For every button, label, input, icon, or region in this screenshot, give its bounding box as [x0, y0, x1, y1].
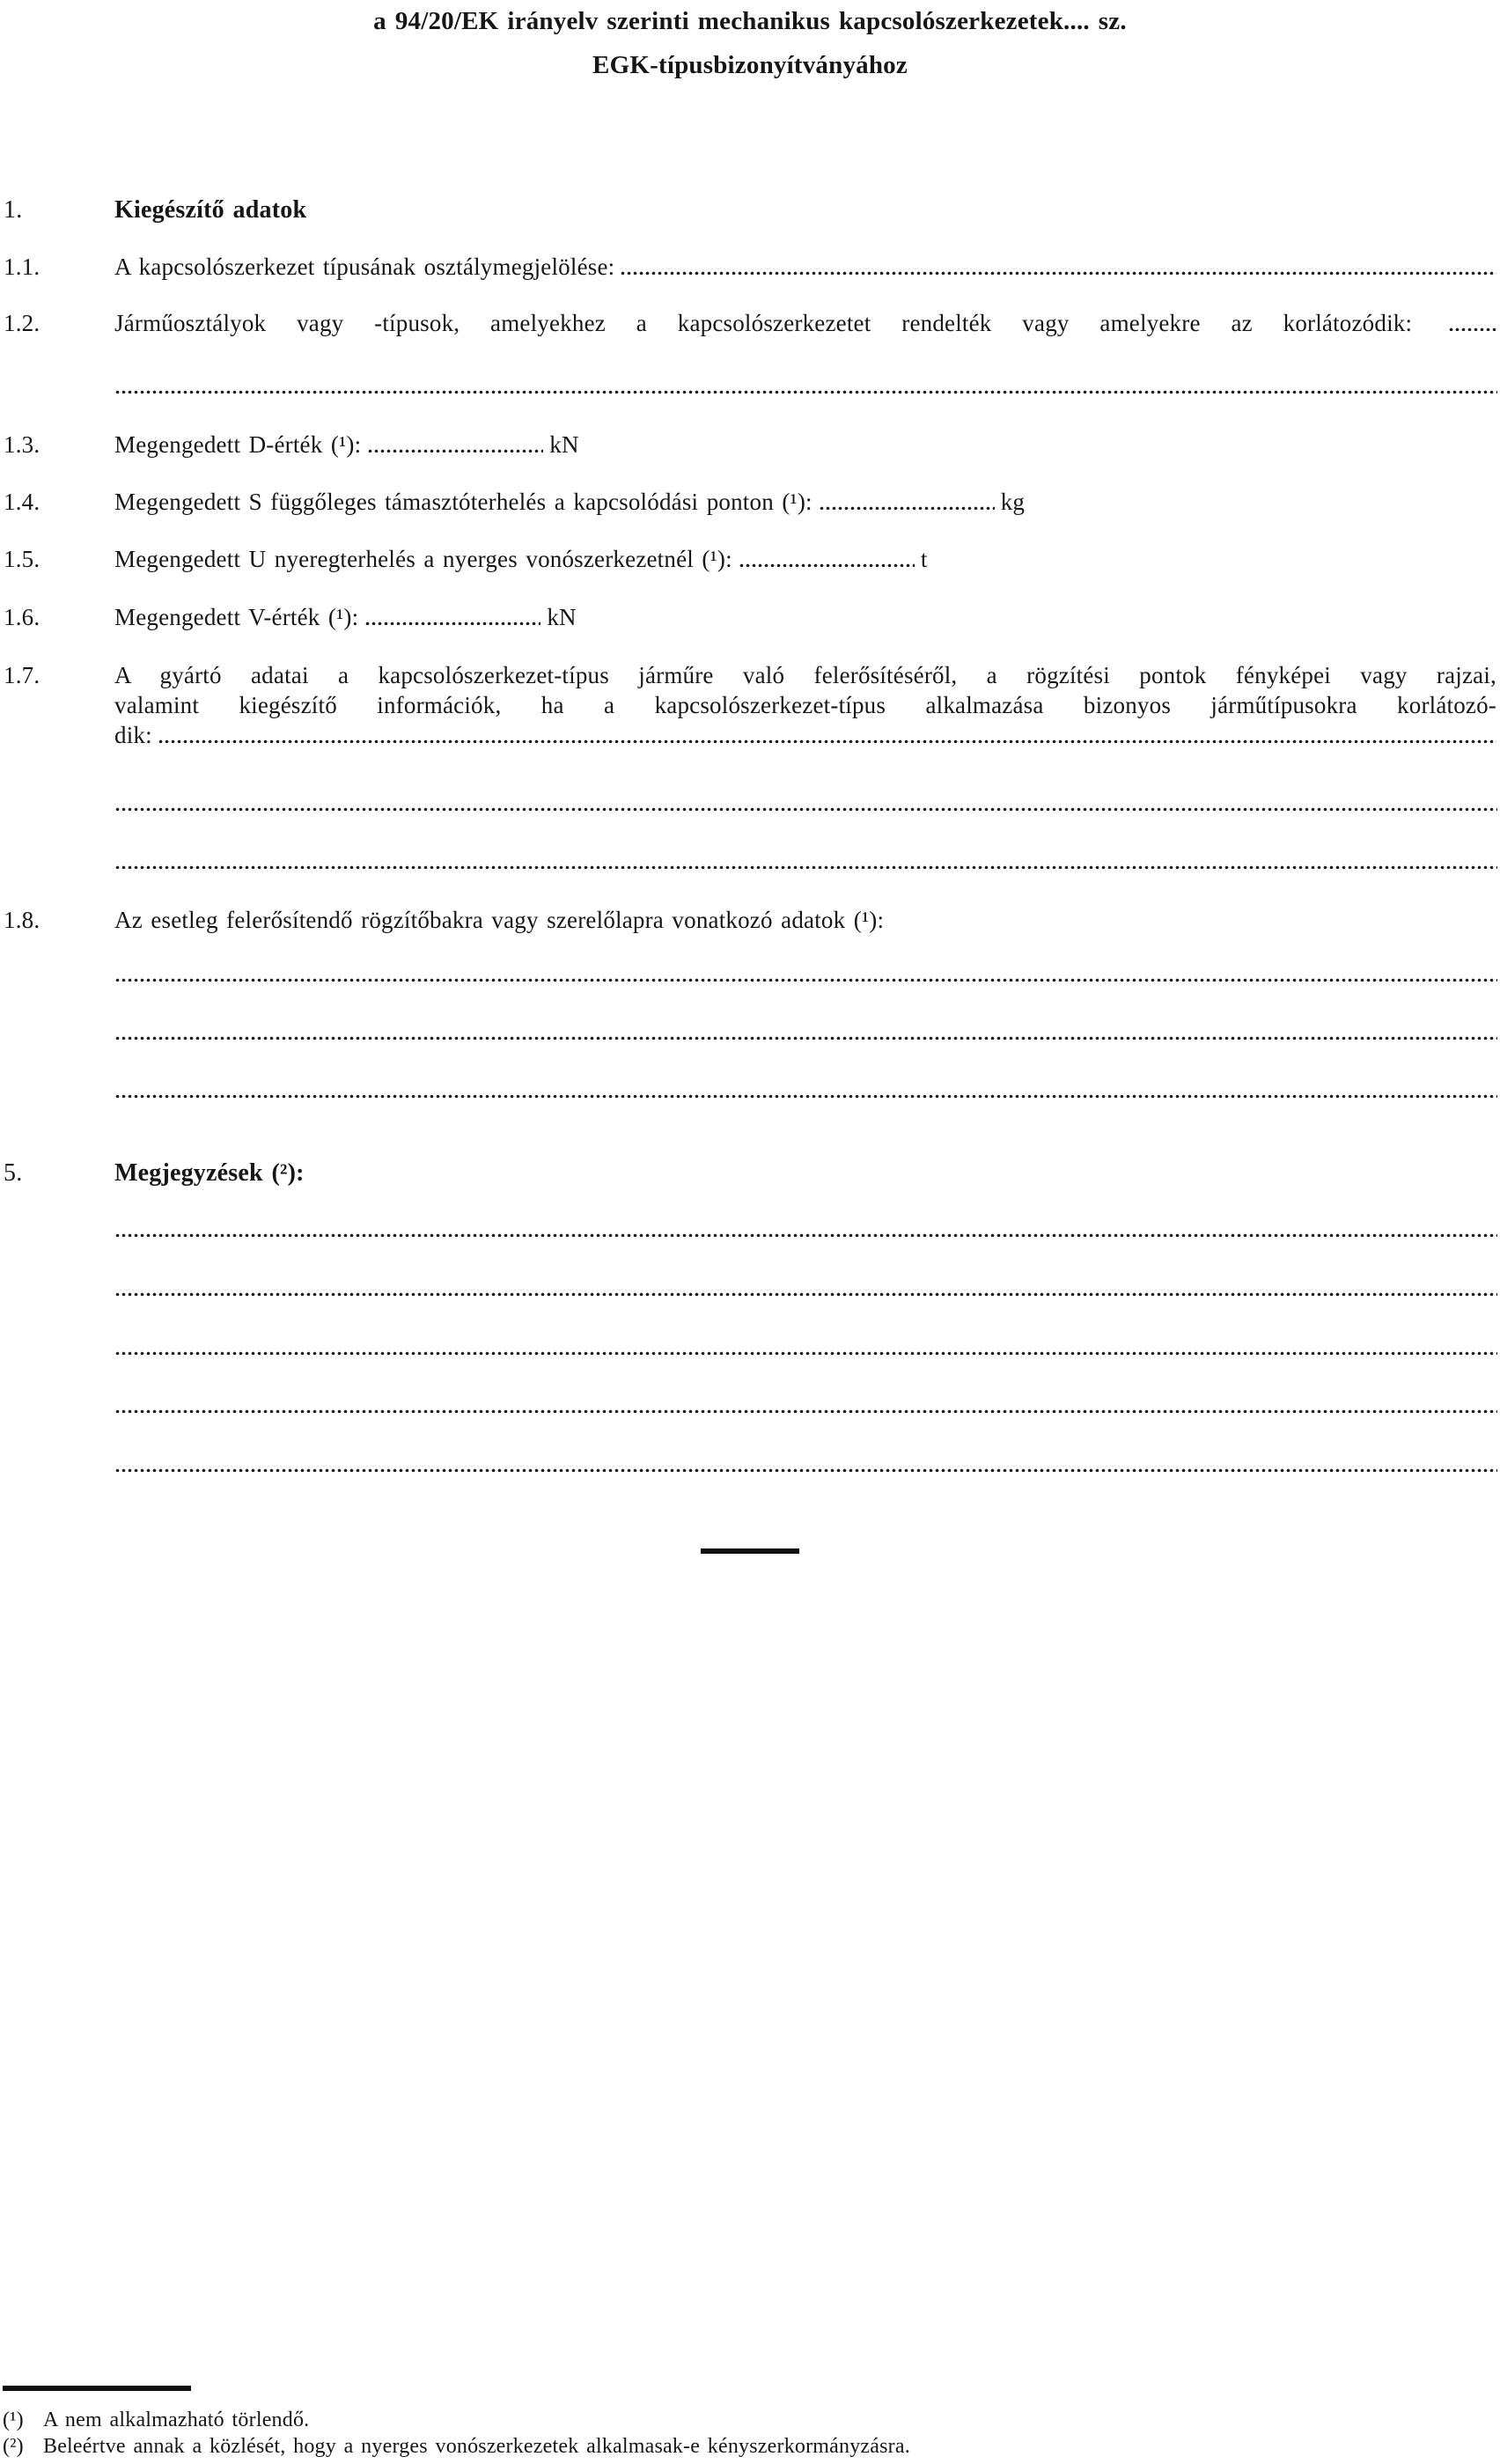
- item-1-3: [0, 430, 1500, 460]
- document-title-line2: EGK-típusbizonyítványához: [592, 51, 908, 79]
- section-1-heading: [0, 195, 1500, 225]
- item-1-6-unit: kN: [547, 604, 577, 630]
- item-1-5-label: Megengedett U nyeregterhelés a nyerges vonószerkezetnél (¹):: [114, 546, 732, 572]
- item-1-7-text-line2: valamint kiegészítő információk, ha a kapcsolószerkezet-típus alkalmazása bizonyos járműtípusokra korlátozó-: [114, 692, 1496, 718]
- item-1-5-unit: t: [920, 546, 928, 572]
- blank-line: [114, 1350, 1497, 1355]
- item-1-4-number: 1.4.: [4, 489, 40, 515]
- item-1-1-number: 1.1.: [4, 254, 40, 280]
- item-1-2-blank-field: [1448, 327, 1496, 331]
- blank-line: [114, 1232, 1497, 1237]
- blank-line: [114, 1093, 1497, 1098]
- section-5-number: 5.: [4, 1159, 23, 1187]
- item-1-3-blank-field: [367, 448, 543, 452]
- item-1-8-label: Az esetleg felerősítendő rögzítőbakra vagy szerelőlapra vonatkozó adatok (¹):: [114, 907, 885, 933]
- item-1-2-label: Járműosztályok vagy -típusok, amelyekhez a kapcsolószerkezetet rendelték vagy amelyekre az korlátozódik:: [114, 310, 1413, 336]
- blank-line: [114, 806, 1497, 811]
- item-1-1-label: A kapcsolószerkezet típusának osztálymegjelölése:: [114, 254, 615, 280]
- section-5-title: Megjegyzések (²):: [114, 1159, 305, 1187]
- end-of-text-rule: [701, 1548, 799, 1554]
- footnote-1-text: A nem alkalmazható törlendő.: [43, 2409, 310, 2431]
- footnote-2: [0, 2433, 1500, 2460]
- item-1-1: [0, 252, 1500, 282]
- document-title-line1: a 94/20/EK irányelv szerinti mechanikus kapcsolószerkezetek.... sz.: [373, 7, 1127, 35]
- item-1-2: [0, 308, 1500, 338]
- item-1-5: [0, 544, 1500, 574]
- item-1-2-number: 1.2.: [4, 310, 40, 336]
- footnote-2-marker: (²): [3, 2435, 24, 2458]
- blank-line: [114, 1467, 1497, 1472]
- item-1-6-blank-field: [364, 621, 540, 625]
- footnote-separator-rule: [3, 2386, 191, 2391]
- item-1-4: [0, 487, 1500, 517]
- item-1-8-number: 1.8.: [4, 907, 40, 933]
- item-1-7-text-line3: dik:: [114, 722, 152, 748]
- item-1-4-unit: kg: [1000, 489, 1026, 515]
- blank-line: [114, 1409, 1497, 1413]
- item-1-6: [0, 602, 1500, 632]
- footnote-1-marker: (¹): [3, 2409, 24, 2431]
- blank-line: [114, 389, 1497, 394]
- item-1-4-label: Megengedett S függőleges támasztóterhelés a kapcsolódási ponton (¹):: [114, 489, 812, 515]
- item-1-3-number: 1.3.: [4, 431, 40, 458]
- section-5-heading: [0, 1158, 1500, 1188]
- item-1-5-blank-field: [739, 563, 915, 567]
- item-1-3-unit: kN: [549, 431, 579, 458]
- item-1-7-number: 1.7.: [4, 662, 40, 688]
- blank-line: [114, 1291, 1497, 1296]
- item-1-5-number: 1.5.: [4, 546, 40, 572]
- item-1-6-label: Megengedett V-érték (¹):: [114, 604, 359, 630]
- item-1-6-number: 1.6.: [4, 604, 40, 630]
- item-1-1-blank-field: [620, 270, 1496, 275]
- section-1-title: Kiegészítő adatok: [114, 196, 307, 224]
- footnote-2-text: Beleértve annak a közlését, hogy a nyerges vonószerkezetek alkalmasak-e kényszerkormányzásra.: [43, 2435, 910, 2458]
- item-1-4-blank-field: [819, 505, 995, 510]
- blank-line: [114, 977, 1497, 982]
- footnote-1: [0, 2407, 1500, 2433]
- item-1-3-label: Megengedett D-érték (¹):: [114, 431, 362, 458]
- item-1-8: [0, 905, 1500, 935]
- item-1-7-text-line1: A gyártó adatai a kapcsolószerkezet-típus járműre való felerősítéséről, a rögzítési pontok fényképei vagy rajzai,: [114, 662, 1496, 688]
- blank-line: [114, 864, 1497, 869]
- item-1-7: [0, 660, 1500, 750]
- item-1-7-blank-field: [158, 739, 1496, 743]
- section-1-number: 1.: [4, 196, 23, 224]
- blank-line: [114, 1035, 1497, 1040]
